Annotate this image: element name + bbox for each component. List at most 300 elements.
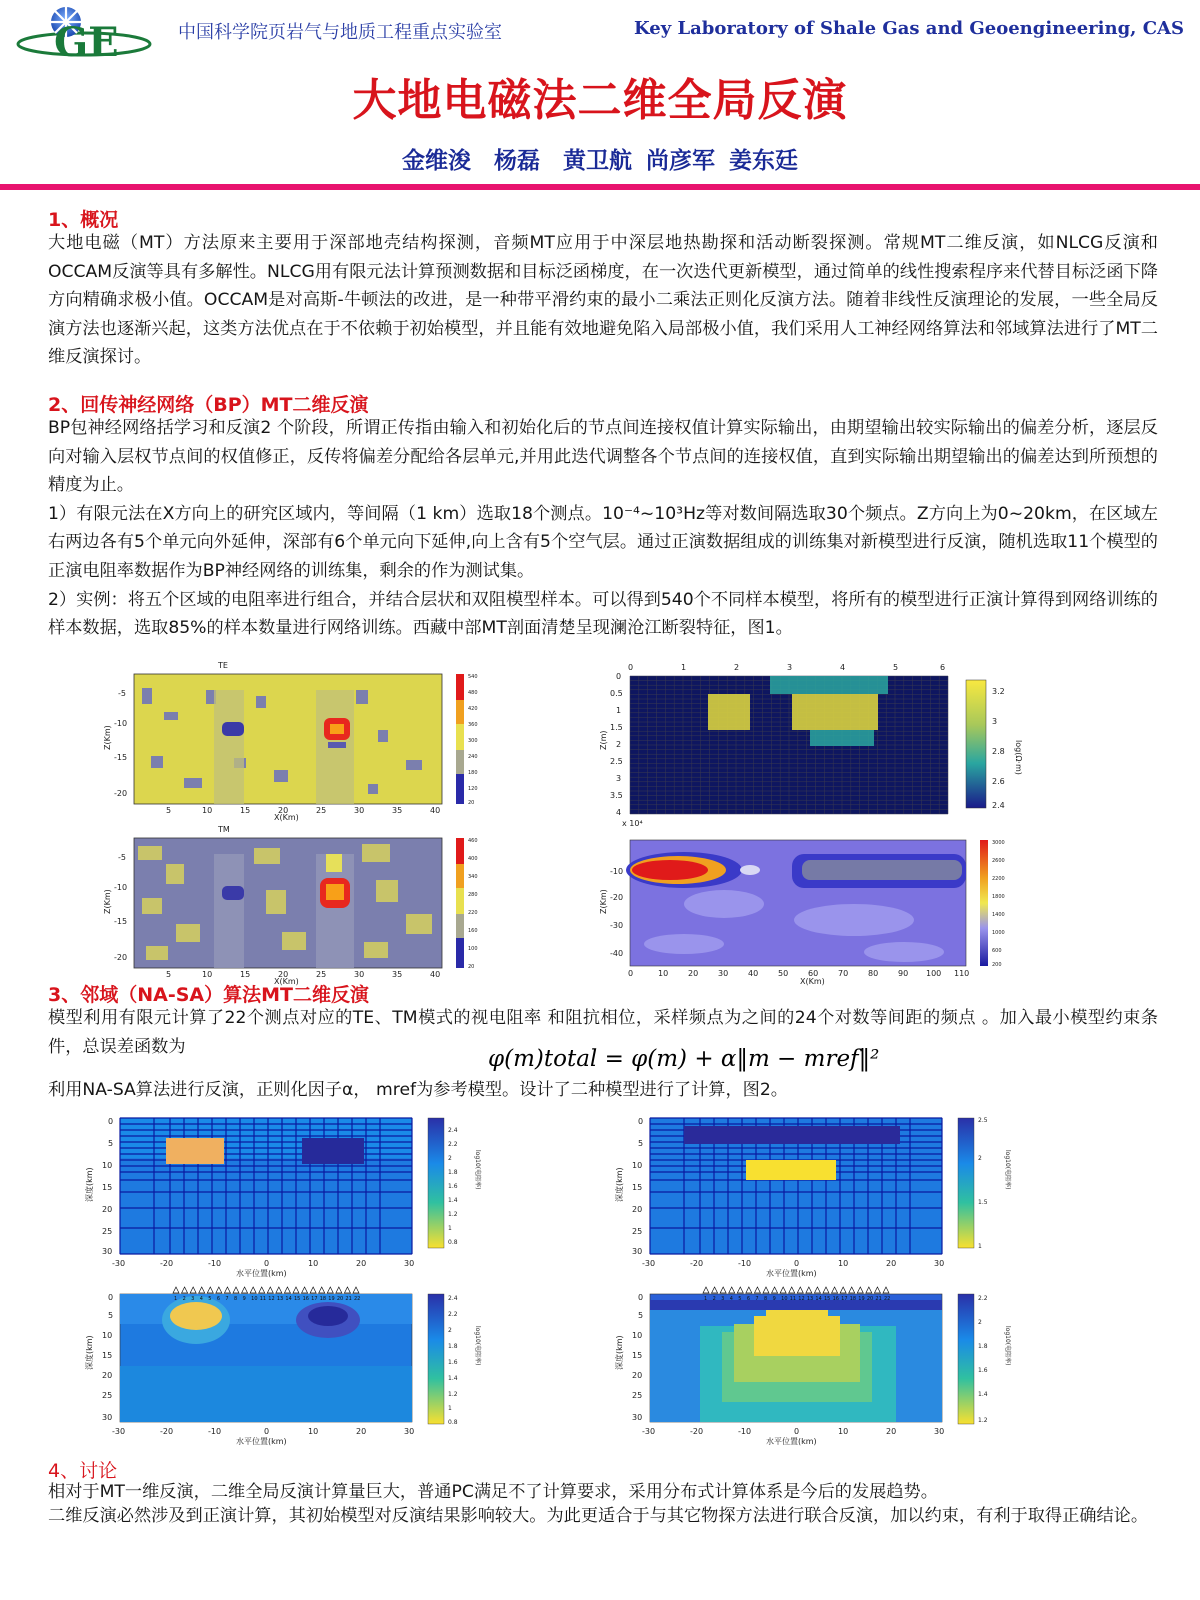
svg-text:540: 540 <box>468 674 478 680</box>
title-divider <box>0 184 1200 190</box>
svg-text:20: 20 <box>632 1371 643 1380</box>
station-number: 18 <box>319 1296 327 1302</box>
model-b-xlabel: 水平位置(km) <box>766 1269 817 1278</box>
figure-1-tm-panel <box>103 824 506 986</box>
svg-text:1.6: 1.6 <box>978 1367 988 1374</box>
inversion-a-x-ticks <box>112 1427 414 1436</box>
svg-text:-30: -30 <box>610 921 624 930</box>
station-number: 15 <box>294 1296 301 1302</box>
station-number: 19 <box>858 1296 865 1302</box>
model-a-y-ticks <box>102 1117 113 1256</box>
station-number: 20 <box>336 1296 344 1302</box>
inversion-b-colorbar-ticks <box>978 1295 988 1424</box>
grid-y-ticks <box>610 672 623 817</box>
station-number: 8 <box>234 1296 238 1302</box>
svg-text:2.2: 2.2 <box>448 1141 458 1148</box>
svg-text:110: 110 <box>954 969 970 978</box>
svg-text:20: 20 <box>886 1259 897 1268</box>
svg-text:25: 25 <box>632 1391 643 1400</box>
inversion-a-ylabel: 深度(km) <box>85 1335 94 1370</box>
inversion-a-xlabel: 水平位置(km) <box>236 1437 287 1446</box>
svg-text:2.4: 2.4 <box>992 801 1005 810</box>
svg-text:2: 2 <box>448 1327 452 1334</box>
svg-text:1: 1 <box>978 1243 982 1250</box>
svg-text:420: 420 <box>468 706 478 712</box>
station-marker-icon <box>789 1287 795 1293</box>
field-y-ticks <box>610 867 623 958</box>
svg-text:20: 20 <box>632 1205 643 1214</box>
station-number: 11 <box>789 1296 797 1302</box>
svg-text:1800: 1800 <box>992 894 1005 900</box>
svg-text:30: 30 <box>404 1427 415 1436</box>
svg-text:0: 0 <box>638 1117 644 1126</box>
svg-text:0: 0 <box>108 1117 114 1126</box>
svg-text:30: 30 <box>354 806 365 815</box>
model-b-x-ticks <box>642 1259 944 1268</box>
station-marker-icon <box>883 1287 889 1293</box>
svg-text:70: 70 <box>838 969 849 978</box>
svg-text:2.5: 2.5 <box>978 1117 988 1124</box>
svg-text:300: 300 <box>468 738 478 744</box>
station-number: 14 <box>815 1296 822 1302</box>
svg-text:1: 1 <box>616 706 622 715</box>
station-number: 22 <box>354 1296 361 1302</box>
svg-text:90: 90 <box>898 969 909 978</box>
svg-text:25: 25 <box>102 1227 113 1236</box>
station-number: 3 <box>721 1296 725 1302</box>
station-number: 17 <box>841 1296 848 1302</box>
field-colorbar-ticks <box>992 840 1005 968</box>
station-number: 2 <box>712 1296 716 1302</box>
svg-text:15: 15 <box>632 1351 643 1360</box>
station-marker-icon <box>276 1287 282 1293</box>
svg-text:2: 2 <box>616 740 622 749</box>
station-marker-icon <box>259 1287 265 1293</box>
inversion-b-colorbar-label: log10(电阻率) <box>1004 1326 1011 1366</box>
station-number: 10 <box>251 1296 258 1302</box>
svg-text:15: 15 <box>240 970 251 979</box>
svg-text:280: 280 <box>468 892 478 898</box>
station-number: 21 <box>875 1296 882 1302</box>
station-number: 16 <box>832 1296 839 1302</box>
svg-text:600: 600 <box>992 948 1002 954</box>
svg-text:0: 0 <box>628 663 634 672</box>
svg-text:-30: -30 <box>642 1427 656 1436</box>
station-marker-icon <box>754 1287 760 1293</box>
svg-text:1400: 1400 <box>992 912 1005 918</box>
svg-text:-10: -10 <box>738 1427 752 1436</box>
svg-text:10: 10 <box>308 1427 319 1436</box>
te-y-ticks <box>114 689 127 798</box>
te-ylabel: Z(Km) <box>103 725 112 750</box>
svg-text:2600: 2600 <box>992 858 1005 864</box>
svg-text:400: 400 <box>468 856 478 862</box>
svg-text:1.8: 1.8 <box>978 1343 988 1350</box>
svg-text:10: 10 <box>838 1259 849 1268</box>
figure-2-model-a <box>84 1110 484 1280</box>
svg-text:-30: -30 <box>642 1259 656 1268</box>
model-b-colorbar <box>958 1118 974 1248</box>
model-a-colorbar-ticks <box>448 1127 458 1246</box>
model-a-colorbar <box>428 1118 444 1248</box>
station-number: 5 <box>208 1296 212 1302</box>
section-4-body <box>48 1480 1158 1528</box>
section-1-body <box>48 229 1158 372</box>
svg-text:340: 340 <box>468 874 478 880</box>
svg-text:25: 25 <box>316 970 327 979</box>
grid-ylabel: Z(m) <box>599 730 608 750</box>
section-3-body <box>48 1076 1158 1105</box>
svg-text:0.8: 0.8 <box>448 1419 458 1426</box>
svg-text:30: 30 <box>632 1413 643 1422</box>
svg-text:0: 0 <box>616 672 622 681</box>
te-conductive-anomaly <box>222 722 244 736</box>
svg-text:4: 4 <box>616 808 622 817</box>
svg-text:3.5: 3.5 <box>610 791 623 800</box>
section-2-paragraph-2: 1）有限元法在X方向上的研究区域内，等间隔（1 km）选取18个测点。10⁻⁴~10³Hz等对数间隔选取30个频点。Z方向上为0~20km，在区域左右两边各有5个单元向外延伸，深部有6个单元向下延伸,向上含有5个空气层。通过正演数据组成的训练集对新模型进行反演，随机选取11个模型的正演电阻率数据作为BP神经网络的训练集，剩余的作为测试集。 <box>48 503 1158 581</box>
svg-text:20: 20 <box>278 970 289 979</box>
station-number: 5 <box>738 1296 742 1302</box>
station-number: 12 <box>268 1296 275 1302</box>
svg-text:10: 10 <box>202 806 213 815</box>
tm-conductive-anomaly <box>222 886 244 900</box>
svg-text:10: 10 <box>102 1331 113 1340</box>
section-2-heading: 2、回传神经网络（BP）MT二维反演 <box>48 394 369 416</box>
svg-text:15: 15 <box>102 1351 113 1360</box>
model-a-colorbar-label: log10(电阻率) <box>474 1150 481 1190</box>
svg-text:1.4: 1.4 <box>448 1197 458 1204</box>
svg-text:-10: -10 <box>208 1259 222 1268</box>
inversion-b-x-ticks <box>642 1427 944 1436</box>
svg-text:1.4: 1.4 <box>978 1391 988 1398</box>
station-number: 17 <box>311 1296 318 1302</box>
station-number: 20 <box>866 1296 874 1302</box>
svg-text:40: 40 <box>430 970 441 979</box>
station-marker-icon <box>849 1287 855 1293</box>
svg-text:35: 35 <box>392 806 403 815</box>
svg-text:2.5: 2.5 <box>610 757 623 766</box>
svg-text:1.8: 1.8 <box>448 1343 458 1350</box>
svg-text:200: 200 <box>992 962 1002 968</box>
svg-text:0: 0 <box>638 1293 644 1302</box>
station-number: 18 <box>849 1296 857 1302</box>
tm-y-ticks <box>114 853 127 962</box>
section-1-paragraph: 大地电磁（MT）方法原来主要用于深部地壳结构探测，音频MT应用于中深层地热勘探和活动断裂探测。常规MT二维反演，如NLCG反演和OCCAM反演等具有多解性。NLCG用有限元法计算预测数据和目标泛函梯度，在一次迭代更新模型，通过简单的线性搜索程序来代替目标泛函下降方向精确求极小值。OCCAM是对高斯-牛顿法的改进，是一种带平滑约束的最小二乘法正则化反演方法。随着非线性反演理论的发展，一些全局反演方法也逐渐兴起，这类方法优点在于不依赖于初始模型，并且能有效地避免陷入局部极小值，我们采用人工神经网络算法和邻域算法进行了MT二维反演探讨。 <box>48 233 1158 368</box>
station-marker-icon <box>814 1287 820 1293</box>
svg-text:-20: -20 <box>610 893 624 902</box>
tm-x-ticks <box>166 970 440 979</box>
svg-text:-30: -30 <box>112 1259 126 1268</box>
svg-text:-20: -20 <box>160 1259 174 1268</box>
svg-text:0: 0 <box>264 1259 270 1268</box>
section-3-heading: 3、邻域（NA-SA）算法MT二维反演 <box>48 984 369 1006</box>
author-list: 金维浚 杨磊 黄卫航 尚彦军 姜东廷 <box>401 148 798 174</box>
svg-text:100: 100 <box>926 969 942 978</box>
svg-text:1.2: 1.2 <box>978 1417 988 1424</box>
station-marker-icon <box>310 1287 316 1293</box>
svg-text:-30: -30 <box>112 1427 126 1436</box>
station-marker-icon <box>182 1287 188 1293</box>
svg-text:30: 30 <box>102 1247 113 1256</box>
field-xlabel: X(Km) <box>800 977 825 986</box>
svg-text:1.5: 1.5 <box>978 1199 988 1206</box>
svg-text:-20: -20 <box>690 1427 704 1436</box>
svg-text:10: 10 <box>838 1427 849 1436</box>
model-a-ylabel: 深度(km) <box>85 1167 94 1202</box>
svg-text:5: 5 <box>638 1311 644 1320</box>
inversion-b-ylabel: 深度(km) <box>615 1335 624 1370</box>
svg-text:30: 30 <box>102 1413 113 1422</box>
grid-colorbar-ticks <box>992 687 1005 810</box>
svg-text:30: 30 <box>354 970 365 979</box>
tm-colorbar <box>456 838 464 968</box>
svg-text:2: 2 <box>448 1155 452 1162</box>
station-number: 7 <box>755 1296 759 1302</box>
section-4-paragraph-2: 二维反演必然涉及到正演计算，其初始模型对反演结果影响较大。为此更适合于与其它物探方法进行联合反演，加以约束，有利于取得正确结论。 <box>48 1506 1149 1526</box>
station-marker-icon <box>703 1287 709 1293</box>
inversion-b-y-ticks <box>632 1293 643 1422</box>
svg-text:5: 5 <box>166 806 172 815</box>
section-2-paragraph-3: 2）实例：将五个区域的电阻率进行组合，并结合层状和双阻模型样本。可以得到540个不同样本模型，将所有的模型进行正演计算得到网络训练的样本数据，选取85%的样本数量进行网络训练。西藏中部MT剖面清楚呈现澜沧江断裂特征，图1。 <box>48 589 1158 639</box>
svg-text:10: 10 <box>632 1161 643 1170</box>
svg-text:-10: -10 <box>738 1259 752 1268</box>
grid-high-block-right <box>792 694 878 730</box>
te-colorbar <box>456 674 464 804</box>
grid-scale-note: x 10⁴ <box>622 819 643 828</box>
station-marker-icon <box>344 1287 350 1293</box>
svg-text:10: 10 <box>308 1259 319 1268</box>
te-panel-label: TE <box>218 661 228 670</box>
tm-colorbar-ticks <box>468 838 478 970</box>
svg-text:20: 20 <box>468 800 475 806</box>
svg-text:-20: -20 <box>160 1427 174 1436</box>
svg-text:2.4: 2.4 <box>448 1295 458 1302</box>
svg-text:1: 1 <box>681 663 687 672</box>
station-marker-icon <box>720 1287 726 1293</box>
svg-text:-20: -20 <box>114 953 128 962</box>
inversion-a-colorbar-ticks <box>448 1295 458 1426</box>
model-b-y-ticks <box>632 1117 643 1256</box>
grid-colorbar <box>966 680 986 808</box>
svg-text:40: 40 <box>748 969 759 978</box>
station-number: 22 <box>884 1296 891 1302</box>
svg-text:40: 40 <box>430 806 441 815</box>
page-header <box>0 0 1200 66</box>
station-marker-icon <box>866 1287 872 1293</box>
model-b-conductive-layer <box>684 1126 900 1144</box>
station-marker-icon <box>284 1287 290 1293</box>
figure-1-grid-model <box>599 660 1024 830</box>
station-marker-icon <box>336 1287 342 1293</box>
svg-text:20: 20 <box>102 1205 113 1214</box>
svg-text:3: 3 <box>787 663 793 672</box>
field-colorbar <box>980 840 988 966</box>
station-number: 8 <box>764 1296 768 1302</box>
svg-text:30: 30 <box>934 1427 945 1436</box>
svg-text:360: 360 <box>468 722 478 728</box>
station-marker-icon <box>190 1287 196 1293</box>
model-a-resistive-block <box>166 1138 224 1164</box>
station-number: 15 <box>824 1296 831 1302</box>
station-marker-icon <box>302 1287 308 1293</box>
station-marker-icon <box>267 1287 273 1293</box>
svg-text:-15: -15 <box>114 917 128 926</box>
page-title: 大地电磁法二维全局反演 <box>352 75 848 126</box>
station-number: 6 <box>746 1296 751 1302</box>
tm-xlabel: X(Km) <box>274 977 299 986</box>
svg-text:100: 100 <box>468 946 478 952</box>
svg-text:20: 20 <box>468 964 475 970</box>
svg-text:1: 1 <box>448 1405 452 1412</box>
station-marker-icon <box>797 1287 803 1293</box>
svg-text:-15: -15 <box>114 753 128 762</box>
svg-text:20: 20 <box>356 1259 367 1268</box>
station-number: 9 <box>772 1296 776 1302</box>
station-marker-icon <box>224 1287 230 1293</box>
svg-text:0: 0 <box>794 1427 800 1436</box>
svg-text:35: 35 <box>392 970 403 979</box>
svg-text:25: 25 <box>102 1391 113 1400</box>
svg-text:2.8: 2.8 <box>992 747 1005 756</box>
station-marker-icon <box>772 1287 778 1293</box>
svg-text:2: 2 <box>978 1319 982 1326</box>
station-marker-icon <box>712 1287 718 1293</box>
svg-text:30: 30 <box>718 969 729 978</box>
inversion-b-xlabel: 水平位置(km) <box>766 1437 817 1446</box>
svg-text:0: 0 <box>794 1259 800 1268</box>
svg-text:0: 0 <box>108 1293 114 1302</box>
station-marker-icon <box>857 1287 863 1293</box>
station-number: 11 <box>259 1296 267 1302</box>
section-2-paragraph-1: BP包神经网络括学习和反演2 个阶段，所谓正传指由输入和初始化后的节点间连接权值计算实际输出，由期望输出较实际输出的偏差分析，逐层反向对输入层权节点间的权值修正，反传将偏差分配给各层单元,并用此迭代调整各个节点间的连接权值，直到实际输出期望输出的偏差达到所预想的精度为止。 <box>48 418 1158 496</box>
svg-text:30: 30 <box>934 1259 945 1268</box>
station-marker-icon <box>840 1287 846 1293</box>
te-xlabel: X(Km) <box>274 813 299 822</box>
lab-name-cn: 中国科学院页岩气与地质工程重点实验室 <box>178 22 502 43</box>
field-x-ticks <box>628 969 969 978</box>
svg-text:1: 1 <box>448 1225 452 1232</box>
svg-text:10: 10 <box>102 1161 113 1170</box>
station-marker-icon <box>242 1287 248 1293</box>
model-a-x-ticks <box>112 1259 414 1268</box>
section-3-paragraph-2: 利用NA-SA算法进行反演，正则化因子α， mref为参考模型。设计了二种模型进行了计算，图2。 <box>48 1080 788 1100</box>
station-marker-icon <box>874 1287 880 1293</box>
svg-text:0.5: 0.5 <box>610 689 623 698</box>
svg-text:25: 25 <box>316 806 327 815</box>
grid-high-block-left <box>708 694 750 730</box>
inversion-b-resistive-anomaly <box>754 1308 840 1356</box>
section-4-paragraph-1: 相对于MT一维反演，二维全局反演计算量巨大，普通PC满足不了计算要求，采用分布式计算体系是今后的发展趋势。 <box>48 1482 938 1502</box>
station-marker-icon <box>746 1287 752 1293</box>
station-number: 1 <box>704 1296 708 1302</box>
svg-text:1.8: 1.8 <box>448 1169 458 1176</box>
svg-text:1000: 1000 <box>992 930 1005 936</box>
svg-text:20: 20 <box>356 1427 367 1436</box>
svg-text:0: 0 <box>628 969 634 978</box>
svg-text:0.8: 0.8 <box>448 1239 458 1246</box>
section-4-heading: 4、讨论 <box>48 1460 118 1482</box>
tm-panel-label: TM <box>218 825 230 834</box>
svg-text:10: 10 <box>658 969 669 978</box>
station-number: 1 <box>174 1296 178 1302</box>
svg-text:60: 60 <box>808 969 819 978</box>
station-marker-icon <box>250 1287 256 1293</box>
station-number: 4 <box>729 1296 733 1302</box>
station-number: 6 <box>216 1296 221 1302</box>
svg-text:GE: GE <box>54 19 119 66</box>
svg-text:20: 20 <box>688 969 699 978</box>
station-number: 13 <box>806 1296 814 1302</box>
te-colorbar-ticks <box>468 674 478 806</box>
svg-text:160: 160 <box>468 928 478 934</box>
station-marker-icon <box>806 1287 812 1293</box>
svg-text:1.2: 1.2 <box>448 1391 458 1398</box>
figure-1-te-panel <box>103 660 506 822</box>
station-marker-icon <box>780 1287 786 1293</box>
station-number: 10 <box>781 1296 788 1302</box>
station-number: 9 <box>242 1296 246 1302</box>
station-number: 3 <box>191 1296 195 1302</box>
svg-text:2200: 2200 <box>992 876 1005 882</box>
svg-text:10: 10 <box>632 1331 643 1340</box>
svg-text:-20: -20 <box>690 1259 704 1268</box>
svg-text:30: 30 <box>632 1247 643 1256</box>
te-x-ticks <box>166 806 440 815</box>
inversion-b-colorbar <box>958 1294 974 1424</box>
station-marker-icon <box>293 1287 299 1293</box>
svg-text:5: 5 <box>166 970 172 979</box>
station-marker-icon <box>199 1287 205 1293</box>
station-number: 4 <box>199 1296 203 1302</box>
svg-text:-10: -10 <box>610 867 624 876</box>
figure-2-inversion-b <box>614 1286 1034 1456</box>
svg-text:15: 15 <box>102 1183 113 1192</box>
lab-name-en: Key Laboratory of Shale Gas and Geoengineering, CAS <box>634 18 1184 39</box>
field-resistive-anomaly <box>632 860 708 880</box>
station-marker-icon <box>832 1287 838 1293</box>
svg-text:2.6: 2.6 <box>992 777 1005 786</box>
svg-text:50: 50 <box>778 969 789 978</box>
station-marker-icon <box>737 1287 743 1293</box>
inversion-a-resistive-anomaly <box>170 1302 222 1330</box>
station-number: 7 <box>225 1296 229 1302</box>
station-marker-icon <box>729 1287 735 1293</box>
station-marker-icon <box>173 1287 179 1293</box>
svg-text:15: 15 <box>240 806 251 815</box>
station-number: 16 <box>302 1296 309 1302</box>
section-3-paragraph-1: 模型利用有限元计算了22个测点对应的TE、TM模式的视电阻率 和阻抗相位，采样频点为之间的24个对数等间距的频点 。加入最小模型约束条件，总误差函数为 <box>48 1008 1159 1057</box>
svg-text:480: 480 <box>468 690 478 696</box>
figure-2-model-b <box>614 1110 1034 1280</box>
svg-text:20: 20 <box>278 806 289 815</box>
svg-text:2.2: 2.2 <box>448 1311 458 1318</box>
svg-text:180: 180 <box>468 770 478 776</box>
svg-text:3: 3 <box>616 774 622 783</box>
svg-text:2: 2 <box>978 1155 982 1162</box>
model-b-ylabel: 深度(km) <box>615 1167 624 1202</box>
svg-text:1.5: 1.5 <box>610 723 623 732</box>
objective-function-formula: φ(m)total = φ(m) + α‖m − mref‖² <box>488 1046 880 1072</box>
svg-text:-5: -5 <box>118 853 126 862</box>
station-number: 21 <box>345 1296 352 1302</box>
svg-text:3000: 3000 <box>992 840 1005 846</box>
station-marker-icon <box>327 1287 333 1293</box>
svg-text:10: 10 <box>202 970 213 979</box>
svg-text:1.4: 1.4 <box>448 1375 458 1382</box>
model-b-resistive-block <box>746 1160 836 1180</box>
svg-text:15: 15 <box>632 1183 643 1192</box>
svg-text:460: 460 <box>468 838 478 844</box>
